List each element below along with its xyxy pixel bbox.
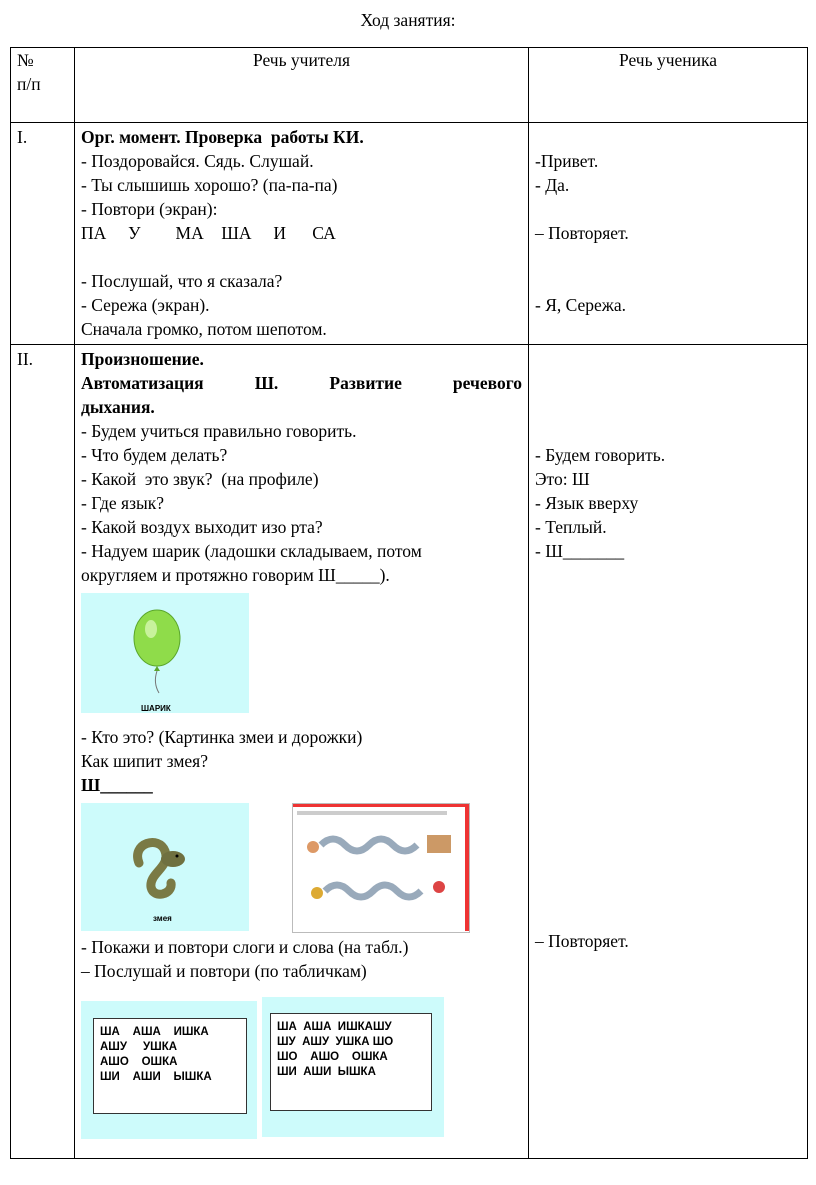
teacher-speech-cell	[75, 123, 529, 345]
teacher-line: Как шипит змея?	[81, 751, 209, 771]
wavy-path-illustration	[293, 807, 469, 931]
student-speech-cell	[529, 123, 808, 345]
student-line: - Да.	[535, 175, 570, 195]
section-title: Орг. момент. Проверка работы КИ.	[81, 127, 364, 147]
student-line: – Повторяет.	[535, 931, 629, 951]
teacher-line: - Послушай, что я сказала?	[81, 271, 283, 291]
teacher-line: Сначала громко, потом шепотом.	[81, 319, 327, 339]
teacher-line: - Какой воздух выходит изо рта?	[81, 517, 323, 537]
lesson-table	[10, 47, 808, 1159]
header-student: Речь ученика	[529, 48, 808, 123]
student-line: Это: Ш	[535, 469, 590, 489]
student-line: -Привет.	[535, 151, 599, 171]
snake-picture	[81, 803, 249, 931]
snake-label: змея	[153, 914, 172, 923]
teacher-line: - Повтори (экран):	[81, 199, 218, 219]
section-subtitle-end: дыхания.	[81, 397, 155, 417]
row-number: I.	[11, 123, 75, 345]
student-line	[535, 245, 801, 269]
subtitle-word: Ш.	[254, 373, 279, 393]
student-line	[535, 125, 801, 149]
syllable-card-1-bg	[81, 1001, 257, 1139]
teacher-line: - Кто это? (Картинка змеи и дорожки)	[81, 727, 363, 747]
student-line: - Будем говорить.	[535, 445, 666, 465]
teacher-line: - Покажи и повтори слоги и слова (на табл.)	[81, 937, 409, 957]
student-line: - Теплый.	[535, 517, 607, 537]
teacher-line: - Будем учиться правильно говорить.	[81, 421, 357, 441]
header-teacher: Речь учителя	[75, 48, 529, 123]
snake-pictures	[81, 803, 522, 931]
table-header-row	[11, 48, 808, 123]
row-number: II.	[11, 345, 75, 1159]
teacher-line: - Какой это звук? (на профиле)	[81, 469, 319, 489]
teacher-line: ПА У МА ША И СА	[81, 223, 336, 243]
teacher-line	[81, 245, 522, 269]
teacher-line: - Сережа (экран).	[81, 295, 210, 315]
table-row	[11, 123, 808, 345]
teacher-line: - Что будем делать?	[81, 445, 228, 465]
student-line: - Язык вверху	[535, 493, 639, 513]
balloon-picture	[81, 593, 249, 713]
section-title: Произношение.	[81, 349, 204, 369]
teacher-line: - Поздоровайся. Сядь. Слушай.	[81, 151, 314, 171]
student-line: – Повторяет.	[535, 223, 629, 243]
student-line	[535, 269, 801, 293]
student-line: - Я, Сережа.	[535, 295, 627, 315]
student-speech-cell	[529, 345, 808, 1159]
syllable-card-2-bg	[262, 997, 444, 1137]
balloon-label: ШАРИК	[141, 704, 171, 713]
teacher-line-bold: Ш______	[81, 775, 153, 795]
syllable-card-1: ША АША ИШКА АШУ УШКА АШО ОШКА ШИ АШИ ЫШКА	[93, 1018, 247, 1114]
syllable-card-2: ША АША ИШКАШУ ШУ АШУ УШКА ШО ШО АШО ОШКА ШИ АШИ ЫШКА	[270, 1013, 432, 1111]
balloon-icon	[81, 593, 249, 713]
teacher-line: - Ты слышишь хорошо? (па-па-па)	[81, 175, 338, 195]
syllable-cards	[81, 1001, 522, 1139]
teacher-line: - Надуем шарик (ладошки складываем, потом	[81, 541, 422, 561]
table-row	[11, 345, 808, 1159]
snake-path-worksheet-image	[292, 803, 470, 933]
subtitle-word: Автоматизация	[81, 373, 204, 393]
teacher-line: - Где язык?	[81, 493, 165, 513]
subtitle-word: Развитие	[329, 373, 402, 393]
header-num: № п/п	[11, 48, 75, 123]
teacher-line: округляем и протяжно говорим Ш_____).	[81, 565, 390, 585]
student-line	[535, 197, 801, 221]
document-title: Ход занятия:	[360, 10, 456, 30]
teacher-speech-cell	[75, 345, 529, 1159]
section-subtitle	[81, 371, 522, 395]
teacher-line: – Послушай и повтори (по табличкам)	[81, 961, 367, 981]
subtitle-word: речевого	[452, 373, 522, 393]
student-line: - Ш_______	[535, 541, 625, 561]
